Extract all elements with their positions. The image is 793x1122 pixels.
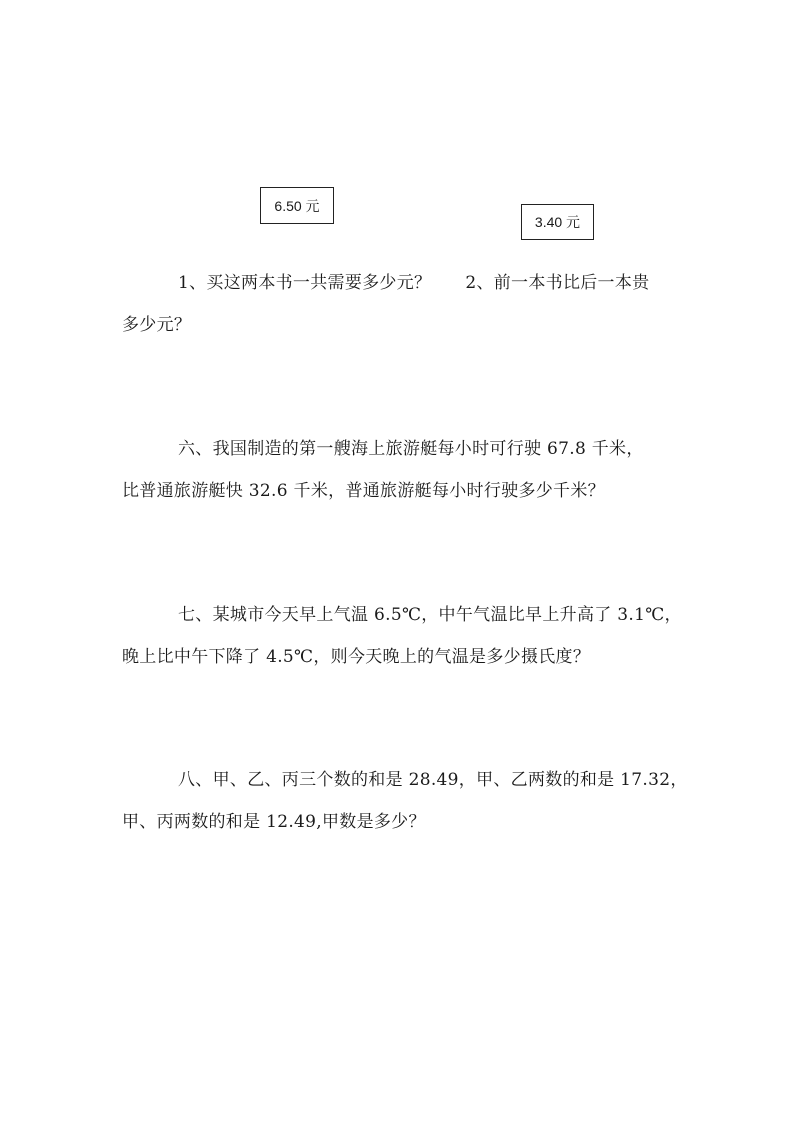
question-6-line-2: 比普通旅游艇快 32.6 千米，普通旅游艇每小时行驶多少千米？ xyxy=(122,481,605,501)
price-box-book-1 xyxy=(260,187,334,224)
question-6-line-1: 六、我国制造的第一艘海上旅游艇每小时可行驶 67.8 千米， xyxy=(178,439,644,459)
question-8-line-2: 甲、丙两数的和是 12.49,甲数是多少？ xyxy=(122,812,426,832)
question-7-line-1: 七、某城市今天早上气温 6.5℃，中午气温比早上升高了 3.1℃， xyxy=(178,605,682,625)
sub-question-1: 1、买这两本书一共需要多少元？ xyxy=(178,273,432,293)
question-books-line-1 xyxy=(122,262,682,304)
question-7-line-2: 晚上比中午下降了 4.5℃，则今天晚上的气温是多少摄氏度？ xyxy=(122,647,591,667)
question-8 xyxy=(122,759,688,843)
question-6 xyxy=(122,428,682,512)
price-box-book-2 xyxy=(521,204,594,240)
question-8-line-1: 八、甲、乙、丙三个数的和是 28.49，甲、乙两数的和是 17.32， xyxy=(178,770,688,790)
question-7 xyxy=(122,594,682,678)
sub-question-2-part-2: 多少元？ xyxy=(122,315,192,335)
price-label-book-1: 6.50 元 xyxy=(274,197,320,214)
price-label-book-2: 3.40 元 xyxy=(534,214,581,230)
question-books-subquestions xyxy=(122,262,682,346)
sub-question-2-part-1: 2、前一本书比后一本贵 xyxy=(465,273,650,293)
